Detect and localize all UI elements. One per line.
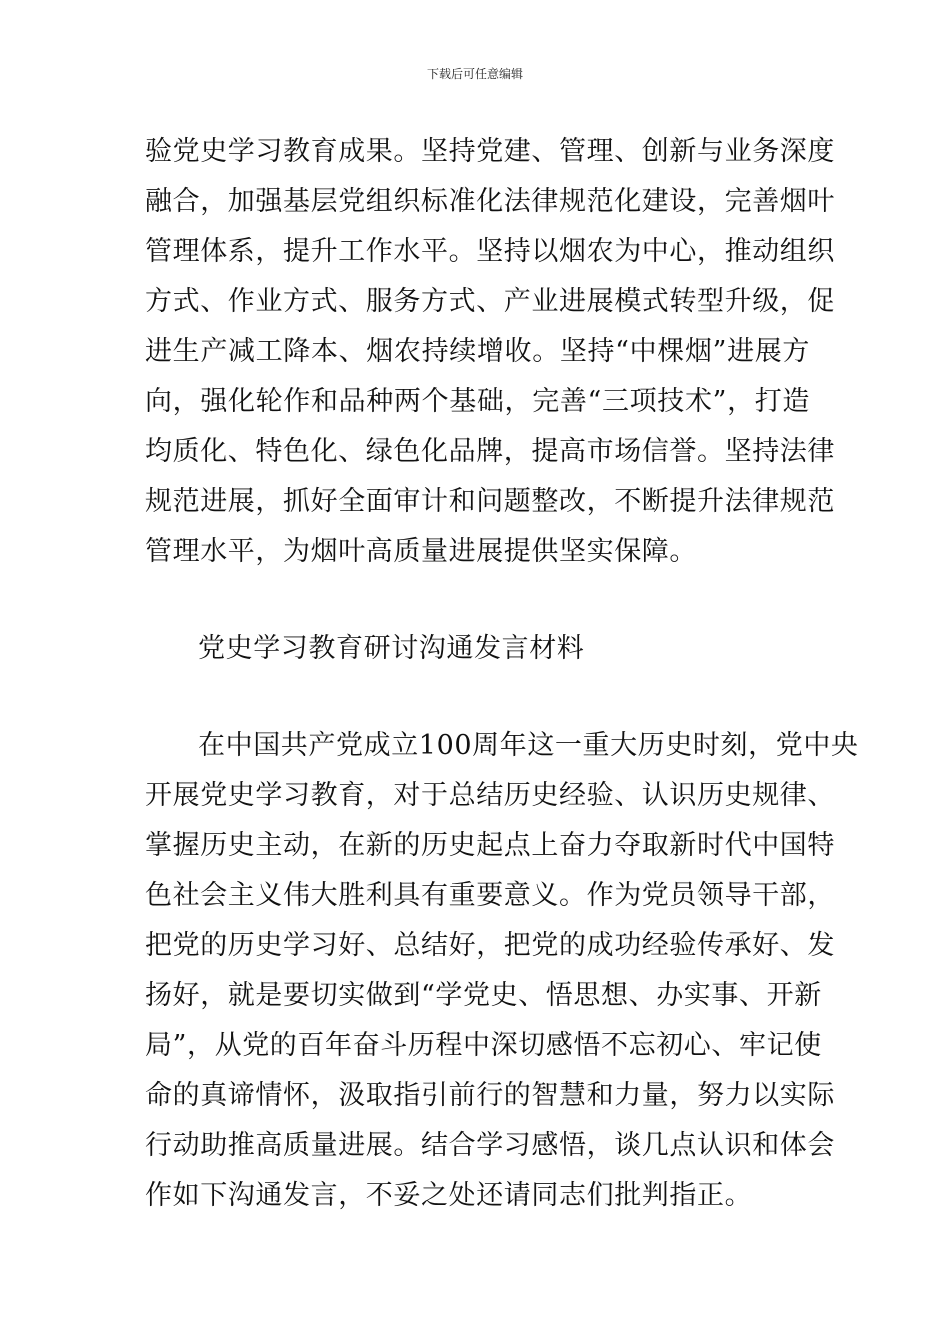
paragraph1-line: 方式、作业方式、服务方式、产业进展模式转型升级，促 [145, 286, 835, 317]
paragraph1-line: 验党史学习教育成果。坚持党建、管理、创新与业务深度 [145, 136, 835, 167]
paragraph2-line: 命的真谛情怀，汲取指引前行的智慧和力量，努力以实际 [145, 1080, 835, 1111]
paragraph2-line: 行动助推高质量进展。结合学习感悟，谈几点认识和体会 [145, 1130, 835, 1161]
paragraph1-line: 规范进展，抓好全面审计和问题整改，不断提升法律规范 [145, 486, 835, 517]
paragraph2-line: 把党的历史学习好、总结好，把党的成功经验传承好、发 [145, 930, 835, 961]
paragraph2-line: 扬好，就是要切实做到“学党史、悟思想、办实事、开新 [145, 980, 822, 1011]
paragraph2-line: 掌握历史主动，在新的历史起点上奋力夺取新时代中国特 [145, 830, 835, 861]
page-header-note: 下载后可任意编辑 [426, 67, 523, 81]
paragraph1-line: 均质化、特色化、绿色化品牌，提高市场信誉。坚持法律 [145, 436, 835, 467]
paragraph2-line: 色社会主义伟大胜利具有重要意义。作为党员领导干部， [145, 880, 835, 911]
paragraph1-line: 管理水平，为烟叶高质量进展提供坚实保障。 [145, 536, 697, 567]
paragraph2-line: 开展党史学习教育，对于总结历史经验、认识历史规律、 [145, 780, 835, 811]
paragraph2-line: 局”，从党的百年奋斗历程中深切感悟不忘初心、牢记使 [145, 1030, 822, 1061]
paragraph1-line: 进生产减工降本、烟农持续增收。坚持“中棵烟”进展方 [145, 336, 810, 367]
paragraph2-line: 作如下沟通发言，不妥之处还请同志们批判指正。 [145, 1180, 753, 1211]
paragraph1-line: 融合，加强基层党组织标准化法律规范化建设，完善烟叶 [145, 186, 835, 217]
paragraph1-line: 向，强化轮作和品种两个基础，完善“三项技术”，打造 [145, 386, 810, 417]
section-title: 党史学习教育研讨沟通发言材料 [198, 633, 585, 664]
paragraph1-line: 管理体系，提升工作水平。坚持以烟农为中心，推动组织 [145, 236, 835, 267]
paragraph2-line: 在中国共产党成立100周年这一重大历史时刻，党中央 [198, 730, 859, 761]
